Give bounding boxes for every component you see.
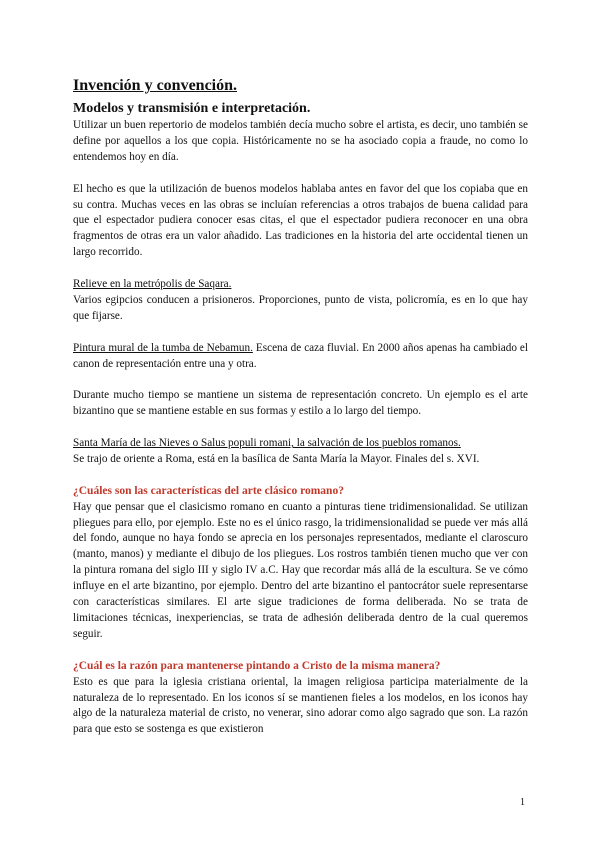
paragraph-tradiciones: El hecho es que la utilización de buenos modelos hablaba antes en favor del que los copiaba que en su contra. Muchas veces en las obras se incluían referencias a otros trabajos de buena calidad para que el espectador pudiera conocer esas citas, el que el espectador pudiera reconocer en una obra fragmentos de otras era un valor añadido. Las tradiciones en la historia del arte occidental tienen un largo recorrido.: [73, 182, 528, 259]
paragraph-modelos: Utilizar un buen repertorio de modelos también decía mucho sobre el artista, es decir, uno también se define por aquellos a los que copia. Históricamente no se ha asociado copia a fraude, no como lo entendemos hoy en día.: [73, 119, 528, 163]
relieve-heading-text: Relieve en la metrópolis de Saqara.: [73, 278, 232, 291]
page-number: 1: [520, 797, 525, 808]
santa-maria-heading-text: Santa María de las Nieves o Salus populi romani, la salvación de los pueblos romanos.: [73, 437, 461, 450]
paragraph-santa-maria: Se trajo de oriente a Roma, está en la basílica de Santa María la Mayor. Finales del s. XVI.: [73, 452, 480, 465]
paragraph-bizantino: Durante mucho tiempo se mantiene un sistema de representación concreto. Un ejemplo es el arte bizantino que se mantiene estable en sus formas y estilo a lo largo del tiempo.: [73, 389, 528, 418]
pintura-heading-text: Pintura mural de la tumba de Nebamun.: [73, 341, 253, 354]
section-subtitle: Modelos y transmisión e interpretación.: [73, 101, 311, 116]
page-title: Invención y convención.: [73, 77, 238, 94]
heading-santa-maria: [73, 436, 528, 452]
paragraph-relieve: Varios egipcios conducen a prisioneros. Proporciones, punto de vista, policromía, es en lo que hay que fijarse.: [73, 293, 528, 322]
answer-cristo: Esto es que para la iglesia cristiana oriental, la imagen religiosa participa materialmente de la naturaleza de lo representado. En los iconos sí se mantienen fieles a los modelos, en los iconos hay algo de la naturaleza material de cristo, no venerar, sino adorar como algo sagrado que son. La razón para que esto se sostenga es que existieron: [73, 675, 528, 736]
document-content: [73, 76, 528, 738]
paragraph-pintura-mural: [73, 341, 528, 373]
pintura-body-text: Escena de caza fluvial. En 2000 años apenas ha cambiado el canon de representación entre una y otra.: [73, 341, 529, 370]
question-arte-clasico-romano: ¿Cuáles son las características del arte clásico romano?: [73, 484, 344, 497]
question-cristo: ¿Cuál es la razón para mantenerse pintando a Cristo de la misma manera?: [73, 659, 441, 672]
answer-arte-clasico-romano: Hay que pensar que el clasicismo romano en cuanto a pinturas tiene tridimensionalidad. Se utilizan pliegues para ello, por ejemplo. Este no es el único rasgo, la tridimensionalidad se puede ver más allá del fondo, aunque no haya fondo se aprecia en los personajes representados, mediante el claroscuro (manto, manos) y mediante el dibujo de los pliegues. Los rostros también tienen mucho que ver con la pintura romana del siglo III y siglo IV a.C. Hay que recordar más allá de la escultura. Se ve cómo influye en el arte bizantino, por ejemplo. Dentro del arte bizantino el pantocrátor suele representarse con características similares. El arte sigue tradiciones de forma deliberada. No se trata de limitaciones técnicas, inexperiencias, se trata de adhesión deliberada dentro de la cual queremos seguir.: [73, 500, 528, 640]
heading-relieve: [73, 277, 528, 293]
